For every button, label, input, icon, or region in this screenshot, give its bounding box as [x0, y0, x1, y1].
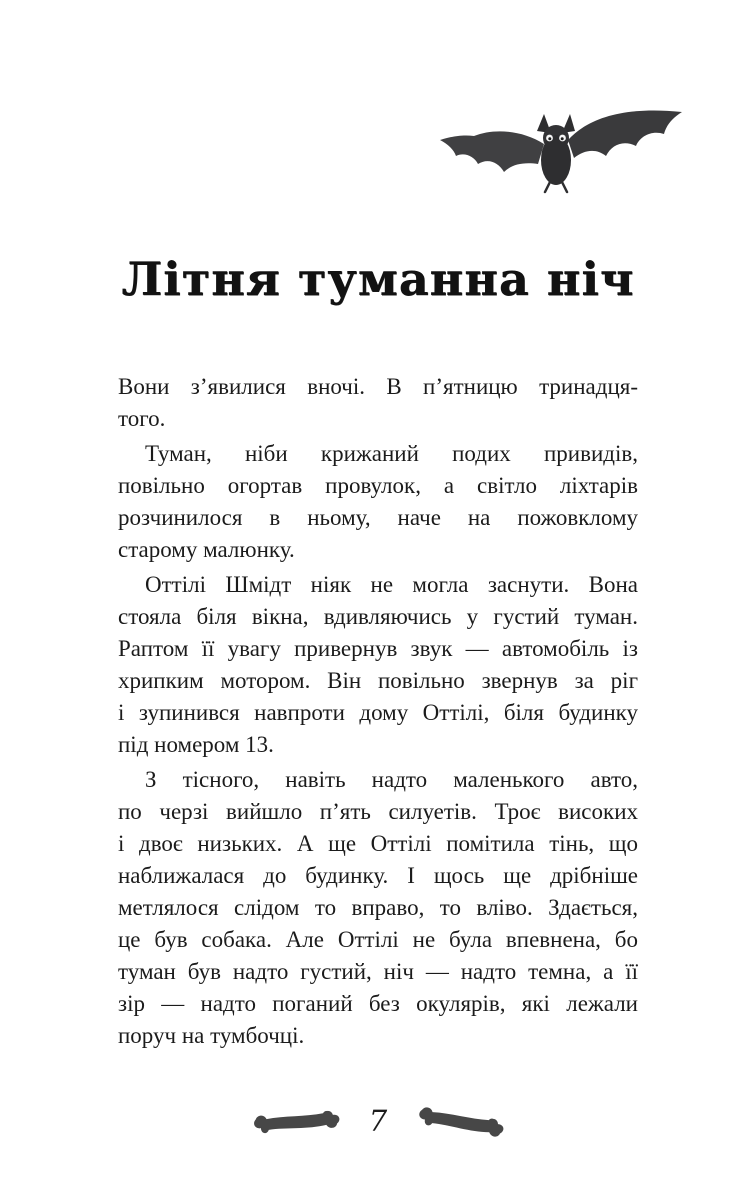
- paragraph: [118, 438, 638, 566]
- bone-icon: [250, 1110, 341, 1137]
- text-line: того.: [118, 406, 166, 431]
- body-text: [118, 371, 638, 1052]
- text-line: Туман, ніби крижаний подих привидів,: [145, 441, 638, 466]
- text-line: по черзі вийшло п’ять силуетів. Троє високих: [118, 799, 638, 824]
- page-number: 7: [368, 1104, 388, 1138]
- text-line: і зупинився навпроти дому Оттілі, біля будинку: [118, 700, 638, 725]
- chapter-title: Літня туманна ніч: [121, 252, 635, 306]
- text-line: старому малюнку.: [118, 537, 295, 562]
- paragraph: [118, 764, 638, 1052]
- text-line: і двоє низьких. А ще Оттілі помітила тінь, що: [118, 831, 638, 856]
- bat-icon: [438, 100, 686, 195]
- text-line: повільно огортав провулок, а світло ліхтарів: [118, 473, 638, 498]
- text-line: метлялося слідом то вправо, то вліво. Здається,: [118, 895, 638, 920]
- text-line: хрипким мотором. Він повільно звернув за ріг: [118, 668, 638, 693]
- text-line: Раптом її увагу привернув звук — автомобіль із: [118, 636, 638, 661]
- bone-icon: [414, 1103, 507, 1145]
- text-line: під номером 13.: [118, 732, 274, 757]
- paragraph: [118, 569, 638, 761]
- text-line: Вони з’явилися вночі. В п’ятницю тринадця-: [118, 374, 638, 399]
- text-line: туман був надто густий, ніч — надто темна, а її: [118, 959, 638, 984]
- text-line: наближалася до будинку. І щось ще дрібніше: [118, 863, 638, 888]
- text-line: це був собака. Але Оттілі не була впевнена, бо: [118, 927, 638, 952]
- bat-illustration: [438, 100, 686, 195]
- page-footer: [0, 1096, 756, 1152]
- text-line: поруч на тумбочці.: [118, 1023, 305, 1048]
- text-line: розчинилося в ньому, наче на пожовклому: [118, 505, 638, 530]
- text-line: зір — надто поганий без окулярів, які лежали: [118, 991, 638, 1016]
- text-line: Оттілі Шмідт ніяк не могла заснути. Вона: [145, 572, 638, 597]
- paragraph: [118, 371, 638, 435]
- text-line: стояла біля вікна, вдивляючись у густий туман.: [118, 604, 638, 629]
- text-line: З тісного, навіть надто маленького авто,: [145, 767, 638, 792]
